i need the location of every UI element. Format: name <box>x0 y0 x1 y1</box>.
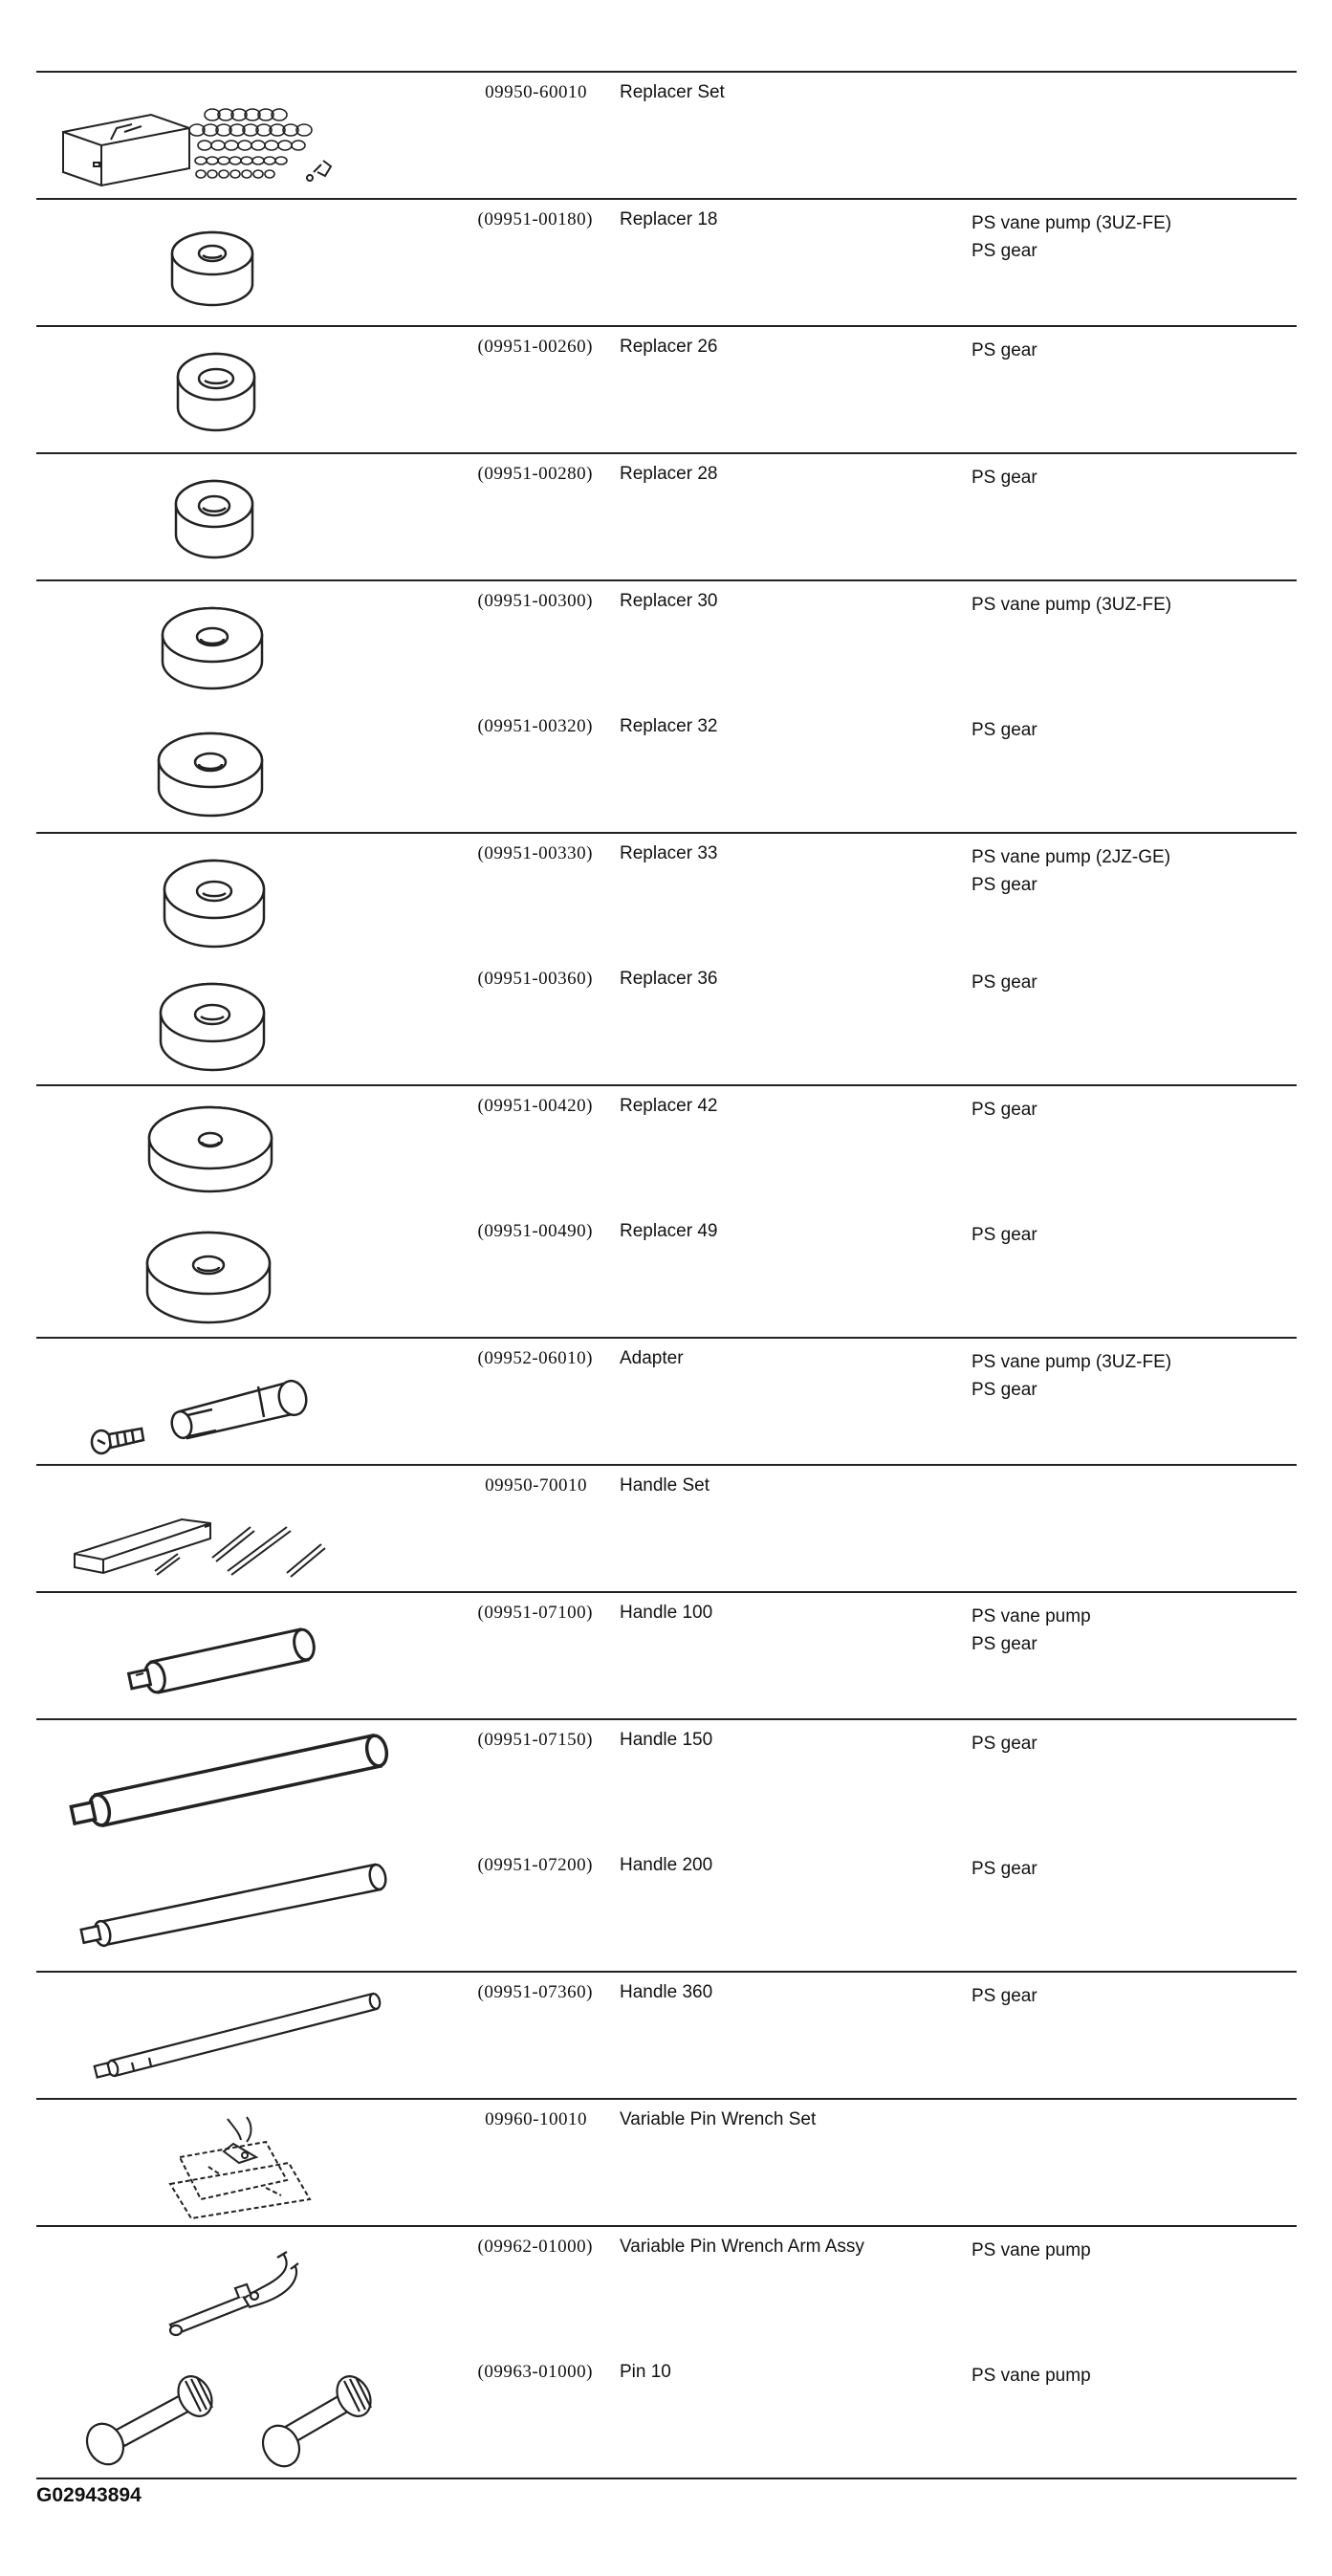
usage-note: PS gear <box>972 1634 1037 1654</box>
table-row <box>36 1338 1297 1465</box>
usage-notes <box>962 707 1297 744</box>
usage-note: PS vane pump <box>972 2366 1091 2386</box>
usage-note: PS gear <box>972 1859 1037 1879</box>
table-row <box>36 1972 1297 2099</box>
table-row <box>36 833 1297 959</box>
tool-name: Replacer 18 <box>620 209 718 229</box>
part-number: (09951-00420) <box>477 1096 593 1116</box>
handle-set-drawing <box>36 1466 392 1591</box>
table-row <box>36 959 1297 1085</box>
usage-notes <box>962 2100 1297 2109</box>
tool-name: Replacer 33 <box>620 843 718 863</box>
tool-name: Handle 200 <box>620 1855 713 1875</box>
tool-name: Replacer 28 <box>620 464 718 484</box>
table-row <box>36 1212 1297 1338</box>
usage-notes <box>962 1086 1297 1124</box>
table-row <box>36 199 1297 326</box>
part-number: (09951-07150) <box>477 1730 593 1750</box>
replacer-32-drawing <box>36 707 392 832</box>
usage-note: PS gear <box>972 1380 1037 1400</box>
usage-note: PS vane pump (3UZ-FE) <box>972 595 1172 615</box>
usage-note: PS gear <box>972 720 1037 740</box>
replacer-33-drawing <box>36 834 392 959</box>
part-number: (09951-00320) <box>477 716 593 736</box>
usage-note: PS gear <box>972 340 1037 360</box>
part-number: (09962-01000) <box>477 2237 593 2257</box>
part-number: (09951-00280) <box>477 464 593 484</box>
tool-name: Pin 10 <box>620 2362 671 2382</box>
usage-notes <box>962 2352 1297 2390</box>
part-number: (09951-00330) <box>477 843 593 863</box>
tool-name: Handle Set <box>620 1475 710 1495</box>
tool-name: Replacer Set <box>620 82 725 102</box>
part-number: (09951-00490) <box>477 1221 593 1241</box>
tool-name: Variable Pin Wrench Arm Assy <box>620 2237 864 2257</box>
tool-name: Replacer 26 <box>620 337 718 357</box>
usage-note: PS gear <box>972 1225 1037 1245</box>
replacer-36-drawing <box>36 959 392 1084</box>
usage-note: PS gear <box>972 1100 1037 1120</box>
handle-150-drawing <box>36 1720 392 1845</box>
usage-note: PS vane pump (2JZ-GE) <box>972 847 1171 867</box>
handle-100-drawing <box>36 1593 392 1718</box>
tool-name: Handle 360 <box>620 1982 713 2002</box>
usage-notes <box>962 2227 1297 2264</box>
figure-id: G02943894 <box>36 2484 142 2506</box>
table-row <box>36 1465 1297 1592</box>
usage-note: PS vane pump <box>972 2240 1091 2260</box>
usage-notes <box>962 1339 1297 1404</box>
usage-notes <box>962 1973 1297 2010</box>
pin-wrench-set-drawing <box>36 2100 392 2225</box>
tool-name: Replacer 30 <box>620 591 718 611</box>
pin-wrench-arm-drawing <box>36 2227 392 2352</box>
tool-name: Replacer 49 <box>620 1221 718 1241</box>
usage-notes <box>962 1720 1297 1757</box>
special-service-tools-table <box>36 71 1297 2479</box>
tool-name: Replacer 32 <box>620 716 718 736</box>
usage-note: PS gear <box>972 468 1037 488</box>
part-number: 09950-70010 <box>485 1475 587 1495</box>
usage-notes <box>962 1466 1297 1475</box>
table-row <box>36 707 1297 833</box>
usage-note: PS vane pump (3UZ-FE) <box>972 213 1172 233</box>
tool-name: Variable Pin Wrench Set <box>620 2109 817 2129</box>
replacer-26-drawing <box>36 327 392 452</box>
replacer-set-drawing <box>36 73 392 198</box>
part-number: (09963-01000) <box>477 2362 593 2382</box>
tool-name: Adapter <box>620 1348 684 1368</box>
usage-notes <box>962 581 1297 619</box>
part-number: (09951-00180) <box>477 209 593 229</box>
tool-name: Handle 100 <box>620 1603 713 1623</box>
usage-notes <box>962 73 1297 82</box>
table-row <box>36 326 1297 453</box>
table-row <box>36 72 1297 199</box>
part-number: (09951-07200) <box>477 1855 593 1875</box>
usage-notes <box>962 327 1297 364</box>
usage-notes <box>962 1845 1297 1883</box>
tool-name: Replacer 36 <box>620 969 718 989</box>
replacer-42-drawing <box>36 1086 392 1212</box>
usage-notes <box>962 200 1297 265</box>
part-number: 09960-10010 <box>485 2109 587 2129</box>
table-row <box>36 453 1297 580</box>
usage-notes <box>962 454 1297 491</box>
table-row <box>36 1719 1297 1845</box>
table-row <box>36 1592 1297 1719</box>
table-row <box>36 1085 1297 1212</box>
usage-note: PS vane pump <box>972 1606 1091 1626</box>
usage-notes <box>962 1593 1297 1658</box>
part-number: 09950-60010 <box>485 82 587 102</box>
part-number: (09951-07360) <box>477 1982 593 2002</box>
usage-note: PS gear <box>972 1734 1037 1754</box>
usage-notes <box>962 834 1297 899</box>
adapter-drawing <box>36 1339 392 1464</box>
usage-note: PS vane pump (3UZ-FE) <box>972 1352 1172 1372</box>
replacer-49-drawing <box>36 1212 392 1337</box>
usage-note: PS gear <box>972 972 1037 993</box>
usage-note: PS gear <box>972 241 1037 261</box>
table-row <box>36 2352 1297 2478</box>
usage-note: PS gear <box>972 1986 1037 2006</box>
replacer-30-drawing <box>36 581 392 707</box>
tool-name: Handle 150 <box>620 1730 713 1750</box>
handle-200-drawing <box>36 1845 392 1971</box>
table-row <box>36 1845 1297 1972</box>
usage-notes <box>962 959 1297 996</box>
replacer-18-drawing <box>36 200 392 325</box>
part-number: (09951-07100) <box>477 1603 593 1623</box>
part-number: (09951-00300) <box>477 591 593 611</box>
usage-note: PS gear <box>972 875 1037 895</box>
handle-360-drawing <box>36 1973 392 2098</box>
table-row <box>36 2099 1297 2226</box>
tool-name: Replacer 42 <box>620 1096 718 1116</box>
replacer-28-drawing <box>36 454 392 579</box>
usage-notes <box>962 1212 1297 1249</box>
part-number: (09951-00260) <box>477 337 593 357</box>
part-number: (09951-00360) <box>477 969 593 989</box>
pin-10-drawing <box>36 2352 392 2478</box>
table-row <box>36 580 1297 707</box>
part-number: (09952-06010) <box>477 1348 593 1368</box>
table-row <box>36 2226 1297 2352</box>
